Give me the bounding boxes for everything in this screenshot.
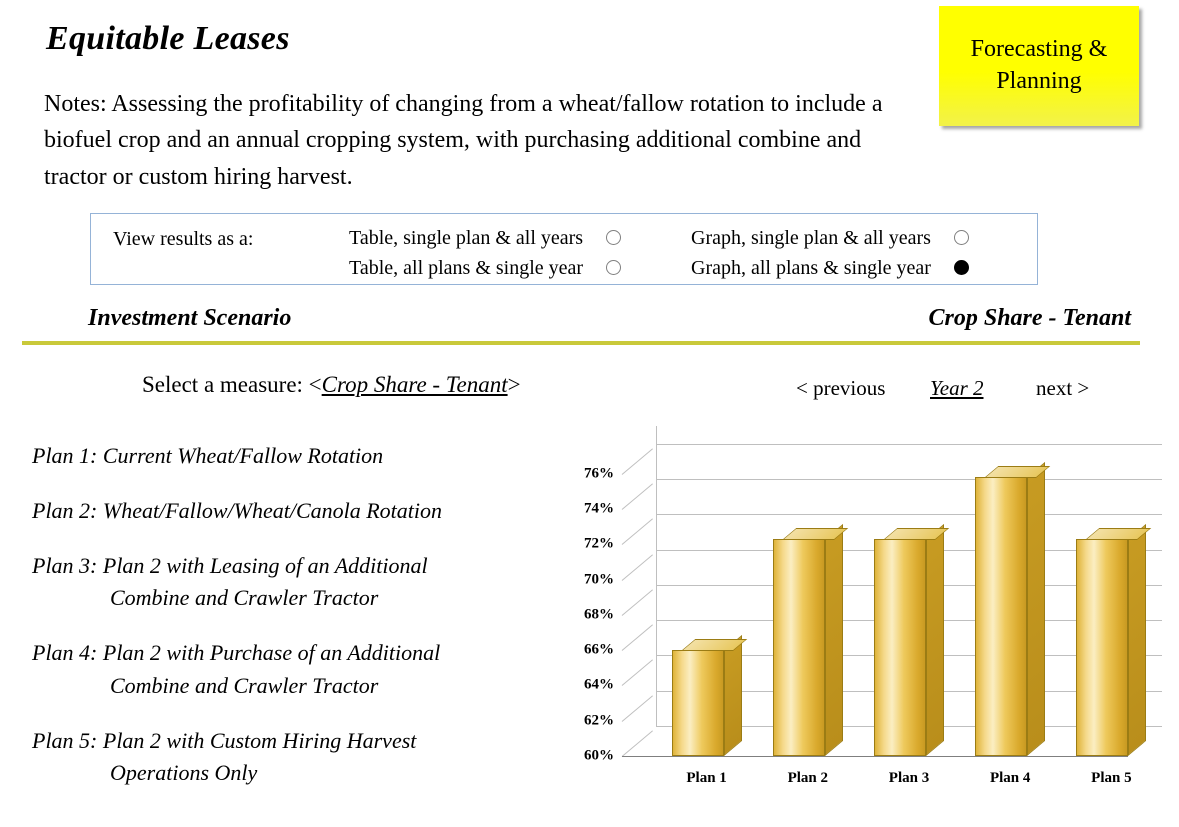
section-divider	[22, 341, 1140, 345]
chart-y-tick-label: 74%	[584, 500, 614, 517]
chart-bar	[874, 539, 926, 756]
chart-y-tick-label: 70%	[584, 571, 614, 588]
previous-year-button[interactable]: < previous	[796, 376, 886, 400]
chart-bar-front	[672, 650, 724, 756]
list-item	[32, 725, 552, 789]
plan-title: Plan 2: Wheat/Fallow/Wheat/Canola Rotation	[32, 498, 443, 524]
chart-gridline-depth	[622, 519, 653, 545]
page-title: Equitable Leases	[46, 20, 290, 57]
plan-title: Plan 4: Plan 2 with Purchase of an Additional	[32, 640, 441, 666]
list-item	[32, 495, 552, 527]
bar-chart	[560, 418, 1170, 798]
view-option-graph-single-plan[interactable]	[691, 227, 969, 250]
section-title-right: Crop Share - Tenant	[928, 305, 1131, 331]
measure-label-close: >	[507, 372, 521, 397]
chart-x-tick-label: Plan 4	[989, 770, 1031, 786]
chart-gridline	[656, 514, 1162, 515]
chart-gridline	[656, 444, 1162, 445]
chart-bar-front	[874, 539, 926, 756]
radio-icon[interactable]	[606, 230, 621, 245]
plan-title-continued: Operations Only	[110, 759, 258, 785]
chart-y-tick-label: 62%	[584, 712, 614, 729]
chart-bar-side	[825, 524, 843, 756]
view-option-table-single-plan[interactable]	[349, 227, 621, 250]
view-option-label: Table, single plan & all years	[349, 227, 584, 249]
radio-icon-selected[interactable]	[954, 260, 969, 275]
chart-gridline-depth	[622, 695, 653, 721]
plan-title: Plan 3: Plan 2 with Leasing of an Additional	[32, 553, 428, 579]
measure-label: Select a measure: <	[142, 372, 322, 397]
radio-icon[interactable]	[954, 230, 969, 245]
measure-selector[interactable]	[142, 372, 521, 398]
plan-legend-list	[32, 440, 552, 812]
chart-gridline-depth	[622, 625, 653, 651]
chart-bar	[975, 477, 1027, 756]
chart-x-tick-label: Plan 3	[888, 770, 930, 786]
chart-y-tick-label: 68%	[584, 606, 614, 623]
chart-bar-front	[773, 539, 825, 756]
view-results-panel	[90, 213, 1038, 285]
chart-x-tick-label: Plan 5	[1091, 770, 1132, 786]
radio-icon[interactable]	[606, 260, 621, 275]
view-option-label: Table, all plans & single year	[349, 257, 584, 279]
chart-y-axis	[656, 426, 657, 726]
notes-text: Notes: Assessing the profitability of changing from a wheat/fallow rotation to include a biofuel crop and an annual cropping system, with purchasing additional combine and tractor or custom hiring harvest.	[44, 91, 883, 190]
chart-bar	[1076, 539, 1128, 756]
plan-title: Plan 5: Plan 2 with Custom Hiring Harvest	[32, 727, 417, 753]
chart-y-tick-label: 64%	[584, 676, 614, 693]
view-option-graph-all-plans[interactable]	[691, 257, 969, 280]
badge-line-2: Planning	[996, 68, 1082, 94]
chart-gridline-depth	[622, 554, 653, 580]
chart-bar-side	[1027, 462, 1045, 756]
chart-bar-side	[1128, 524, 1146, 756]
chart-bar-side	[724, 635, 742, 756]
plan-title-continued: Combine and Crawler Tractor	[110, 585, 379, 611]
chart-bar-side	[926, 524, 944, 756]
chart-gridline-depth	[622, 589, 653, 615]
chart-x-tick-label: Plan 1	[686, 770, 727, 786]
chart-gridline	[656, 479, 1162, 480]
chart-bar-front	[1076, 539, 1128, 756]
view-results-label: View results as a:	[113, 228, 254, 250]
badge-line-1: Forecasting &	[970, 36, 1108, 63]
chart-bar	[672, 650, 724, 756]
chart-gridline-depth	[622, 448, 653, 474]
chart-gridline-depth	[622, 660, 653, 686]
chart-x-tick-label: Plan 2	[787, 770, 829, 786]
view-option-label: Graph, single plan & all years	[691, 227, 931, 249]
chart-gridline-depth	[622, 730, 653, 756]
list-item	[32, 637, 552, 701]
plan-title-continued: Combine and Crawler Tractor	[110, 672, 379, 698]
chart-bar-front	[975, 477, 1027, 756]
chart-plot-area	[584, 426, 1162, 786]
chart-y-tick-label: 60%	[584, 747, 614, 764]
section-title-left: Investment Scenario	[88, 305, 292, 331]
next-year-button[interactable]: next >	[1036, 376, 1090, 400]
chart-floor-edge	[622, 756, 1128, 757]
forecasting-planning-badge	[939, 6, 1139, 126]
view-option-label: Graph, all plans & single year	[691, 257, 931, 279]
chart-y-tick-label: 72%	[584, 535, 614, 552]
chart-gridline-depth	[622, 483, 653, 509]
view-option-table-all-plans[interactable]	[349, 257, 621, 280]
chart-bar	[773, 539, 825, 756]
chart-y-tick-label: 66%	[584, 641, 614, 658]
list-item	[32, 550, 552, 614]
current-year-label[interactable]: Year 2	[930, 376, 984, 400]
list-item	[32, 440, 552, 472]
chart-y-tick-label: 76%	[584, 465, 614, 482]
measure-value[interactable]: Crop Share - Tenant	[321, 372, 508, 397]
plan-title: Plan 1: Current Wheat/Fallow Rotation	[32, 443, 384, 468]
